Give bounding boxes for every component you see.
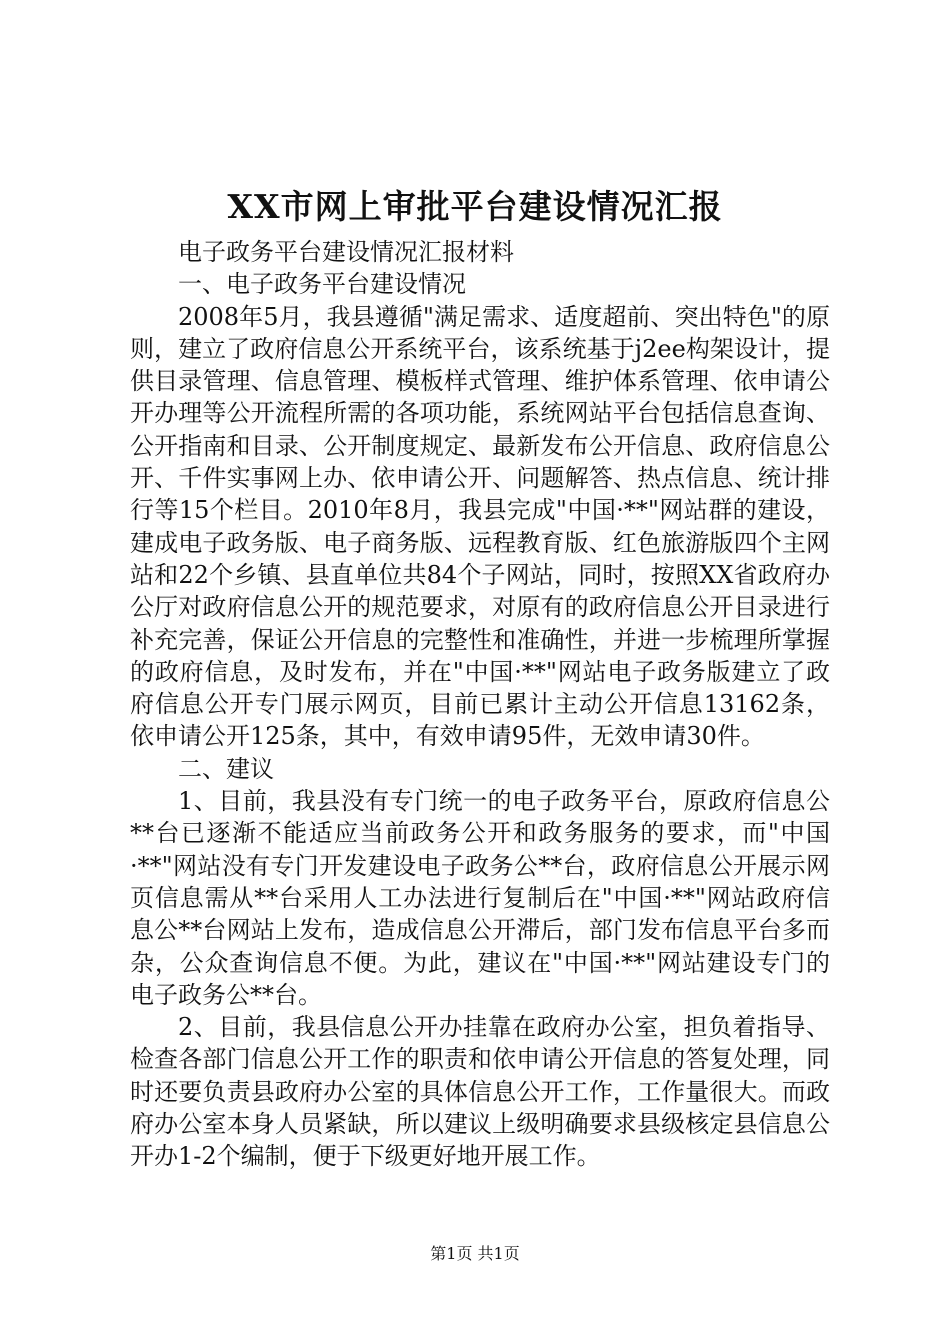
body-paragraph-1: 2008年5月，我县遵循"满足需求、适度超前、突出特色"的原则，建立了政府信息公开系统平台，该系统基于j2ee构架设计，提供目录管理、信息管理、模板样式管理、维护体系管理、依申请公开办理等公开流程所需的各项功能，系统网站平台包括信息查询、公开指南和目录、公开制度规定、最新发布公开信息、政府信息公开、千件实事网上办、依申请公开、问题解答、热点信息、统计排行等15个栏目。2010年8月，我县完成"中国·**"网站群的建设，建成电子政务版、电子商务版、远程教育版、红色旅游版四个主网站和22个乡镇、县直单位共84个子网站，同时，按照XX省政府办公厅对政府信息公开的规范要求，对原有的政府信息公开目录进行补充完善，保证公开信息的完整性和准确性，并进一步梳理所掌握的政府信息，及时发布，并在"中国·**"网站电子政务版建立了政府信息公开专门展示网页，目前已累计主动公开信息13162条，依申请公开125条，其中，有效申请95件，无效申请30件。 (130, 302, 830, 751)
page-footer: 第1页 共1页 (430, 1244, 520, 1263)
section-heading-1: 一、电子政务平台建设情况 (178, 270, 466, 299)
document-title: XX市网上审批平台建设情况汇报 (227, 187, 723, 226)
document-body (130, 236, 830, 1173)
subtitle-paragraph: 电子政务平台建设情况汇报材料 (178, 238, 514, 266)
body-paragraph-2: 1、目前，我县没有专门统一的电子政务平台，原政府信息公**台已逐渐不能适应当前政务公开和政务服务的要求，而"中国·**"网站没有专门开发建设电子政务公**台，政府信息公开展示网页信息需从**台采用人工办法进行复制后在"中国·**"网站政府信息公**台网站上发布，造成信息公开滞后，部门发布信息平台多而杂，公众查询信息不便。为此，建议在"中国·**"网站建设专门的电子政务公**台。 (130, 787, 830, 1009)
body-paragraph-3: 2、目前，我县信息公开办挂靠在政府办公室，担负着指导、检查各部门信息公开工作的职责和依申请公开信息的答复处理，同时还要负责县政府办公室的具体信息公开工作，工作量很大。而政府办公室本身人员紧缺，所以建议上级明确要求县级核定县信息公开办1-2个编制，便于下级更好地开展工作。 (130, 1013, 830, 1171)
section-heading-2: 二、建议 (178, 754, 274, 783)
